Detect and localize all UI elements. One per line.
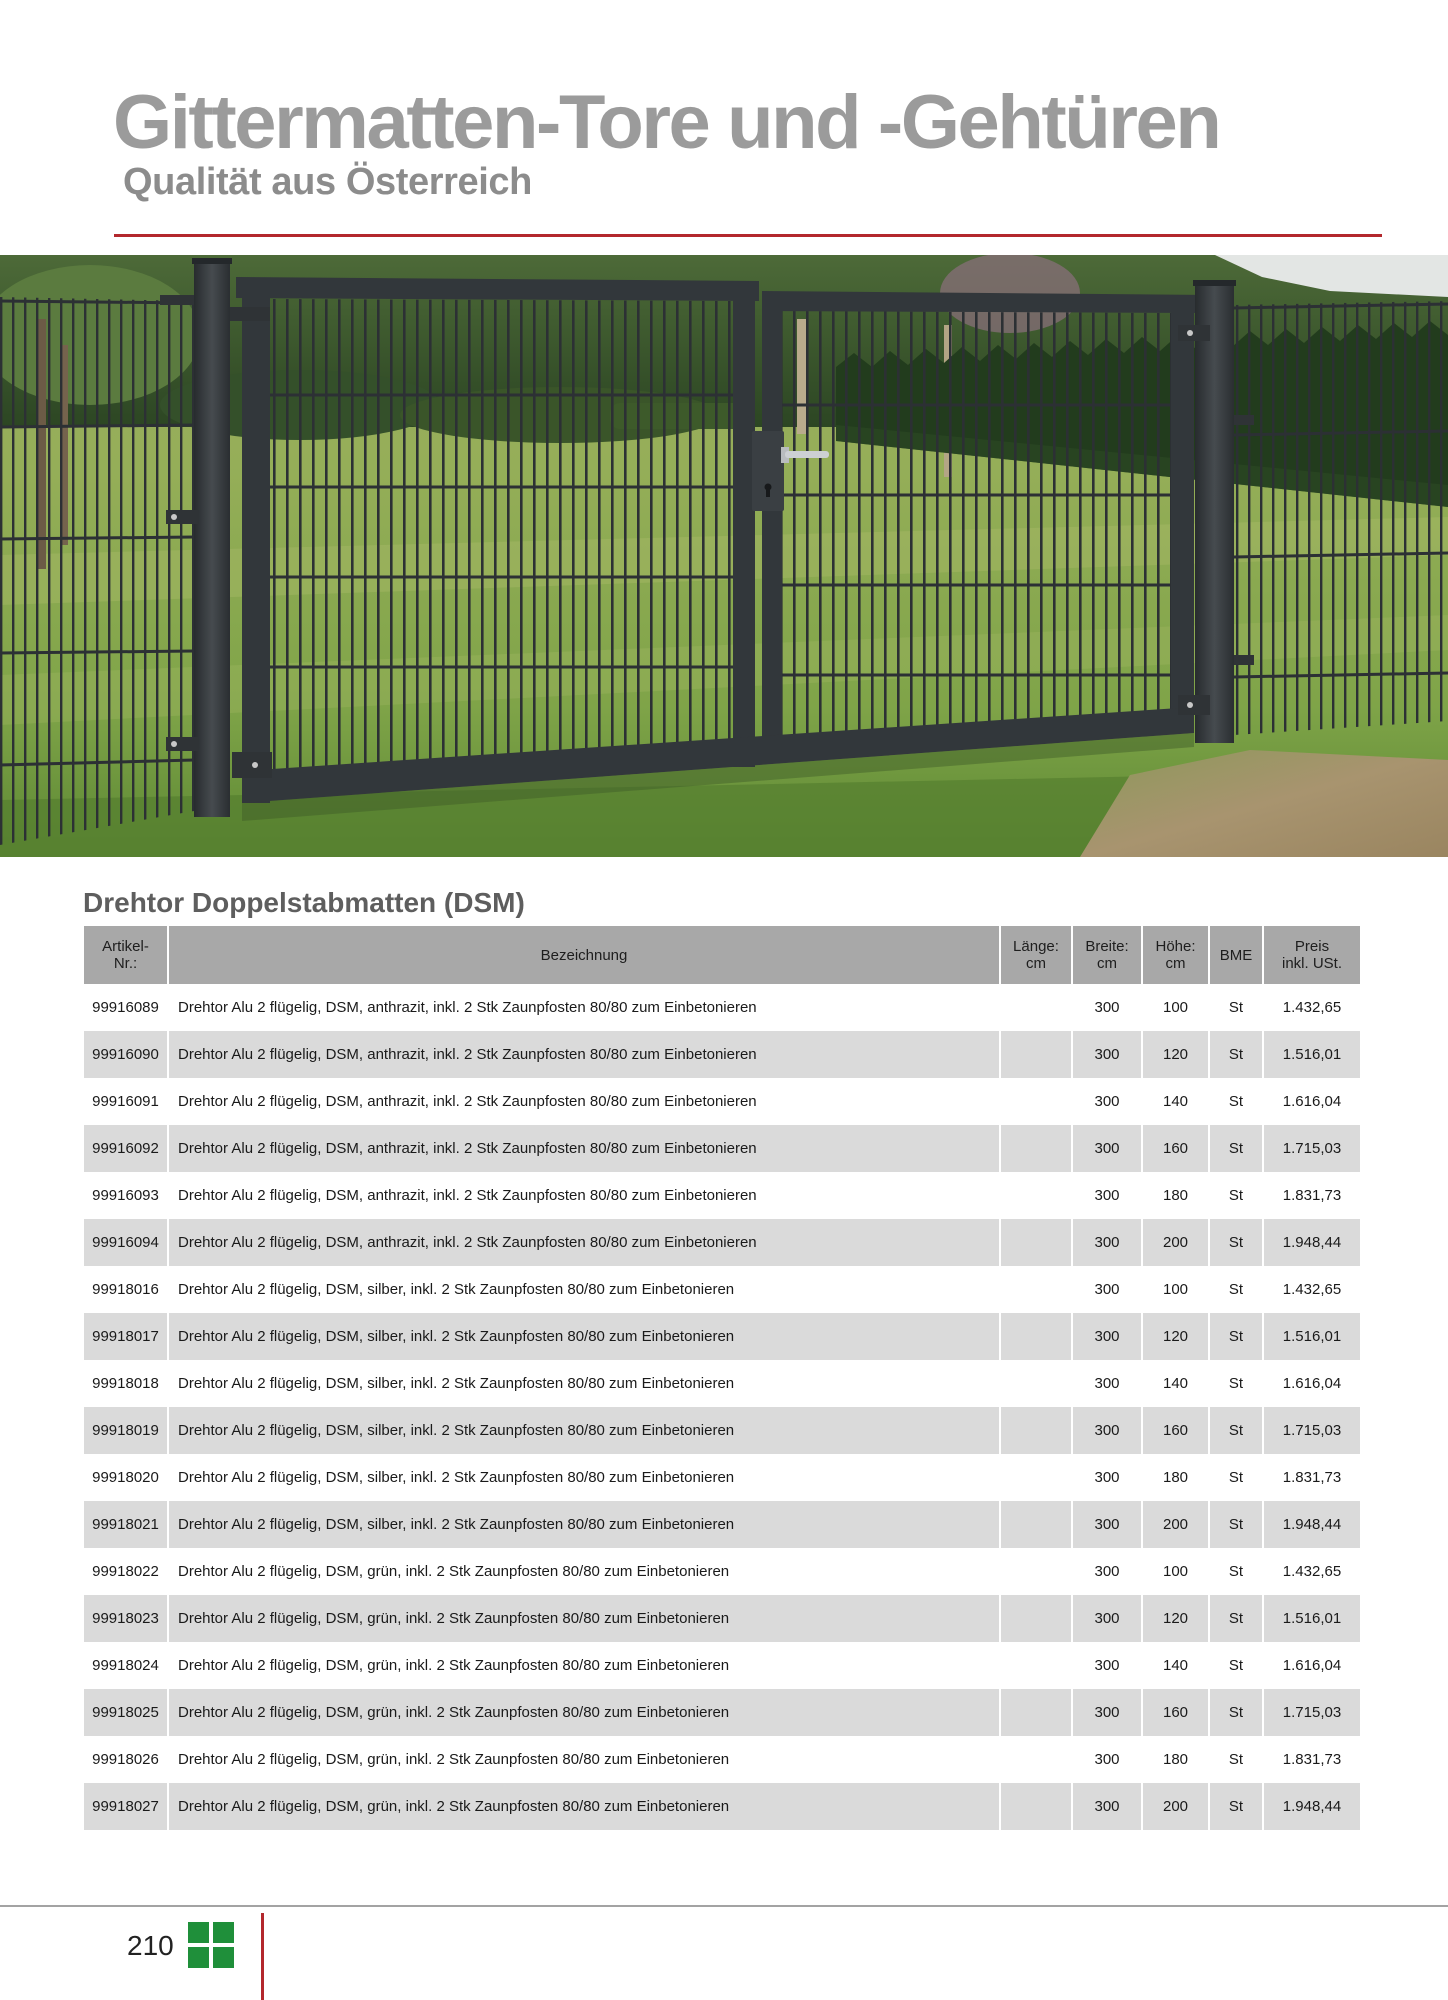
cell-hoehe: 140 <box>1142 1642 1209 1689</box>
col-header-hoehe: Höhe: cm <box>1142 926 1209 984</box>
cell-bme: St <box>1209 1125 1263 1172</box>
cell-artikel-nr: 99918020 <box>84 1454 168 1501</box>
table-row <box>84 1454 1360 1501</box>
cell-preis: 1.432,65 <box>1263 984 1360 1031</box>
cell-artikel-nr: 99918021 <box>84 1501 168 1548</box>
cell-laenge <box>1000 1736 1072 1783</box>
logo-square <box>213 1947 234 1968</box>
cell-breite: 300 <box>1072 1736 1142 1783</box>
col-header-artikel-nr: Artikel- Nr.: <box>84 926 168 984</box>
cell-artikel-nr: 99918019 <box>84 1407 168 1454</box>
cell-preis: 1.715,03 <box>1263 1125 1360 1172</box>
cell-bezeichnung: Drehtor Alu 2 flügelig, DSM, anthrazit, inkl. 2 Stk Zaunpfosten 80/80 zum Einbetonieren <box>168 1125 1000 1172</box>
table-row <box>84 1783 1360 1830</box>
cell-laenge <box>1000 1642 1072 1689</box>
table-row <box>84 984 1360 1031</box>
cell-bme: St <box>1209 984 1263 1031</box>
cell-breite: 300 <box>1072 1078 1142 1125</box>
cell-breite: 300 <box>1072 1031 1142 1078</box>
cell-artikel-nr: 99916094 <box>84 1219 168 1266</box>
cell-bezeichnung: Drehtor Alu 2 flügelig, DSM, silber, inkl. 2 Stk Zaunpfosten 80/80 zum Einbetonieren <box>168 1407 1000 1454</box>
cell-breite: 300 <box>1072 1125 1142 1172</box>
logo-square <box>188 1922 209 1943</box>
cell-bezeichnung: Drehtor Alu 2 flügelig, DSM, grün, inkl. 2 Stk Zaunpfosten 80/80 zum Einbetonieren <box>168 1736 1000 1783</box>
cell-bme: St <box>1209 1313 1263 1360</box>
cell-breite: 300 <box>1072 1360 1142 1407</box>
col-header-breite: Breite: cm <box>1072 926 1142 984</box>
cell-bezeichnung: Drehtor Alu 2 flügelig, DSM, grün, inkl. 2 Stk Zaunpfosten 80/80 zum Einbetonieren <box>168 1689 1000 1736</box>
page-subtitle: Qualität aus Österreich <box>123 161 532 203</box>
title-divider <box>114 234 1382 237</box>
cell-artikel-nr: 99916091 <box>84 1078 168 1125</box>
cell-hoehe: 180 <box>1142 1172 1209 1219</box>
gate-left-leaf <box>270 299 733 770</box>
cell-bezeichnung: Drehtor Alu 2 flügelig, DSM, silber, inkl. 2 Stk Zaunpfosten 80/80 zum Einbetonieren <box>168 1360 1000 1407</box>
cell-preis: 1.516,01 <box>1263 1031 1360 1078</box>
cell-bme: St <box>1209 1783 1263 1830</box>
cell-bezeichnung: Drehtor Alu 2 flügelig, DSM, silber, inkl. 2 Stk Zaunpfosten 80/80 zum Einbetonieren <box>168 1501 1000 1548</box>
cell-laenge <box>1000 1689 1072 1736</box>
table-row <box>84 1736 1360 1783</box>
cell-laenge <box>1000 1031 1072 1078</box>
cell-bme: St <box>1209 1736 1263 1783</box>
col-header-preis: Preis inkl. USt. <box>1263 926 1360 984</box>
footer-red-divider <box>261 1913 264 2000</box>
cell-artikel-nr: 99918027 <box>84 1783 168 1830</box>
cell-breite: 300 <box>1072 1783 1142 1830</box>
cell-hoehe: 180 <box>1142 1454 1209 1501</box>
cell-preis: 1.831,73 <box>1263 1172 1360 1219</box>
cell-breite: 300 <box>1072 1595 1142 1642</box>
table-header-row <box>84 926 1360 984</box>
cell-breite: 300 <box>1072 984 1142 1031</box>
cell-breite: 300 <box>1072 1548 1142 1595</box>
cell-breite: 300 <box>1072 1407 1142 1454</box>
cell-breite: 300 <box>1072 1172 1142 1219</box>
cell-hoehe: 160 <box>1142 1407 1209 1454</box>
cell-preis: 1.715,03 <box>1263 1407 1360 1454</box>
cell-bezeichnung: Drehtor Alu 2 flügelig, DSM, silber, inkl. 2 Stk Zaunpfosten 80/80 zum Einbetonieren <box>168 1313 1000 1360</box>
cell-hoehe: 100 <box>1142 1266 1209 1313</box>
cell-hoehe: 200 <box>1142 1501 1209 1548</box>
cell-preis: 1.516,01 <box>1263 1313 1360 1360</box>
cell-bme: St <box>1209 1501 1263 1548</box>
table-row <box>84 1078 1360 1125</box>
cell-preis: 1.432,65 <box>1263 1266 1360 1313</box>
cell-hoehe: 100 <box>1142 1548 1209 1595</box>
gate-right-leaf <box>782 311 1171 735</box>
product-table <box>84 926 1360 1830</box>
page-title: Gittermatten-Tore und -Gehtüren <box>113 80 1220 165</box>
table-row <box>84 1313 1360 1360</box>
cell-bme: St <box>1209 1595 1263 1642</box>
cell-artikel-nr: 99918017 <box>84 1313 168 1360</box>
cell-bme: St <box>1209 1360 1263 1407</box>
cell-bezeichnung: Drehtor Alu 2 flügelig, DSM, anthrazit, inkl. 2 Stk Zaunpfosten 80/80 zum Einbetonieren <box>168 1078 1000 1125</box>
cell-hoehe: 120 <box>1142 1595 1209 1642</box>
table-row <box>84 1031 1360 1078</box>
cell-hoehe: 200 <box>1142 1219 1209 1266</box>
cell-bme: St <box>1209 1031 1263 1078</box>
section-heading: Drehtor Doppelstabmatten (DSM) <box>83 887 525 918</box>
cell-laenge <box>1000 1078 1072 1125</box>
cell-bme: St <box>1209 1689 1263 1736</box>
cell-preis: 1.831,73 <box>1263 1736 1360 1783</box>
table-row <box>84 1219 1360 1266</box>
cell-hoehe: 160 <box>1142 1689 1209 1736</box>
cell-breite: 300 <box>1072 1219 1142 1266</box>
cell-breite: 300 <box>1072 1454 1142 1501</box>
cell-artikel-nr: 99916092 <box>84 1125 168 1172</box>
cell-bezeichnung: Drehtor Alu 2 flügelig, DSM, silber, inkl. 2 Stk Zaunpfosten 80/80 zum Einbetonieren <box>168 1454 1000 1501</box>
cell-hoehe: 180 <box>1142 1736 1209 1783</box>
cell-preis: 1.715,03 <box>1263 1689 1360 1736</box>
cell-preis: 1.616,04 <box>1263 1078 1360 1125</box>
gate-photo <box>0 255 1448 857</box>
green-four-squares-icon <box>188 1922 234 1968</box>
col-header-bezeichnung: Bezeichnung <box>168 926 1000 984</box>
table-row <box>84 1689 1360 1736</box>
cell-artikel-nr: 99918022 <box>84 1548 168 1595</box>
cell-artikel-nr: 99916089 <box>84 984 168 1031</box>
cell-bezeichnung: Drehtor Alu 2 flügelig, DSM, grün, inkl. 2 Stk Zaunpfosten 80/80 zum Einbetonieren <box>168 1783 1000 1830</box>
cell-laenge <box>1000 984 1072 1031</box>
cell-preis: 1.616,04 <box>1263 1642 1360 1689</box>
cell-laenge <box>1000 1219 1072 1266</box>
cell-preis: 1.948,44 <box>1263 1219 1360 1266</box>
cell-breite: 300 <box>1072 1642 1142 1689</box>
cell-artikel-nr: 99916090 <box>84 1031 168 1078</box>
cell-laenge <box>1000 1266 1072 1313</box>
cell-laenge <box>1000 1360 1072 1407</box>
table-row <box>84 1266 1360 1313</box>
cell-preis: 1.616,04 <box>1263 1360 1360 1407</box>
table-row <box>84 1407 1360 1454</box>
cell-bezeichnung: Drehtor Alu 2 flügelig, DSM, anthrazit, inkl. 2 Stk Zaunpfosten 80/80 zum Einbetonieren <box>168 984 1000 1031</box>
cell-bme: St <box>1209 1219 1263 1266</box>
cell-bezeichnung: Drehtor Alu 2 flügelig, DSM, anthrazit, inkl. 2 Stk Zaunpfosten 80/80 zum Einbetonieren <box>168 1031 1000 1078</box>
cell-laenge <box>1000 1595 1072 1642</box>
cell-bme: St <box>1209 1642 1263 1689</box>
cell-bme: St <box>1209 1172 1263 1219</box>
table-row <box>84 1360 1360 1407</box>
table-row <box>84 1642 1360 1689</box>
cell-bme: St <box>1209 1078 1263 1125</box>
table-row <box>84 1595 1360 1642</box>
page-number: 210 <box>127 1930 174 1961</box>
cell-artikel-nr: 99918025 <box>84 1689 168 1736</box>
cell-laenge <box>1000 1548 1072 1595</box>
cell-bezeichnung: Drehtor Alu 2 flügelig, DSM, grün, inkl. 2 Stk Zaunpfosten 80/80 zum Einbetonieren <box>168 1548 1000 1595</box>
cell-breite: 300 <box>1072 1689 1142 1736</box>
table-row <box>84 1501 1360 1548</box>
cell-hoehe: 120 <box>1142 1313 1209 1360</box>
cell-bezeichnung: Drehtor Alu 2 flügelig, DSM, anthrazit, inkl. 2 Stk Zaunpfosten 80/80 zum Einbetonieren <box>168 1172 1000 1219</box>
cell-laenge <box>1000 1407 1072 1454</box>
cell-bme: St <box>1209 1266 1263 1313</box>
cell-breite: 300 <box>1072 1266 1142 1313</box>
cell-artikel-nr: 99918018 <box>84 1360 168 1407</box>
cell-laenge <box>1000 1313 1072 1360</box>
cell-artikel-nr: 99918026 <box>84 1736 168 1783</box>
cell-preis: 1.516,01 <box>1263 1595 1360 1642</box>
table-row <box>84 1125 1360 1172</box>
cell-bme: St <box>1209 1454 1263 1501</box>
cell-artikel-nr: 99916093 <box>84 1172 168 1219</box>
cell-hoehe: 140 <box>1142 1078 1209 1125</box>
cell-bezeichnung: Drehtor Alu 2 flügelig, DSM, anthrazit, inkl. 2 Stk Zaunpfosten 80/80 zum Einbetonieren <box>168 1219 1000 1266</box>
cell-preis: 1.432,65 <box>1263 1548 1360 1595</box>
logo-square <box>213 1922 234 1943</box>
cell-bezeichnung: Drehtor Alu 2 flügelig, DSM, grün, inkl. 2 Stk Zaunpfosten 80/80 zum Einbetonieren <box>168 1642 1000 1689</box>
cell-preis: 1.831,73 <box>1263 1454 1360 1501</box>
cell-preis: 1.948,44 <box>1263 1783 1360 1830</box>
cell-artikel-nr: 99918016 <box>84 1266 168 1313</box>
cell-laenge <box>1000 1125 1072 1172</box>
table-row <box>84 1172 1360 1219</box>
cell-hoehe: 160 <box>1142 1125 1209 1172</box>
fence-right <box>1234 301 1448 735</box>
cell-bme: St <box>1209 1407 1263 1454</box>
logo-square <box>188 1947 209 1968</box>
cell-bezeichnung: Drehtor Alu 2 flügelig, DSM, grün, inkl. 2 Stk Zaunpfosten 80/80 zum Einbetonieren <box>168 1595 1000 1642</box>
cell-hoehe: 200 <box>1142 1783 1209 1830</box>
product-table-body <box>84 984 1360 1830</box>
cell-laenge <box>1000 1454 1072 1501</box>
cell-hoehe: 120 <box>1142 1031 1209 1078</box>
cell-laenge <box>1000 1501 1072 1548</box>
cell-breite: 300 <box>1072 1501 1142 1548</box>
col-header-laenge: Länge: cm <box>1000 926 1072 984</box>
fence-left <box>0 297 194 845</box>
table-row <box>84 1548 1360 1595</box>
cell-artikel-nr: 99918023 <box>84 1595 168 1642</box>
footer-divider <box>0 1905 1448 1907</box>
cell-laenge <box>1000 1783 1072 1830</box>
cell-preis: 1.948,44 <box>1263 1501 1360 1548</box>
cell-hoehe: 100 <box>1142 984 1209 1031</box>
cell-bme: St <box>1209 1548 1263 1595</box>
col-header-bme: BME <box>1209 926 1263 984</box>
cell-breite: 300 <box>1072 1313 1142 1360</box>
cell-bezeichnung: Drehtor Alu 2 flügelig, DSM, silber, inkl. 2 Stk Zaunpfosten 80/80 zum Einbetonieren <box>168 1266 1000 1313</box>
cell-laenge <box>1000 1172 1072 1219</box>
cell-artikel-nr: 99918024 <box>84 1642 168 1689</box>
cell-hoehe: 140 <box>1142 1360 1209 1407</box>
